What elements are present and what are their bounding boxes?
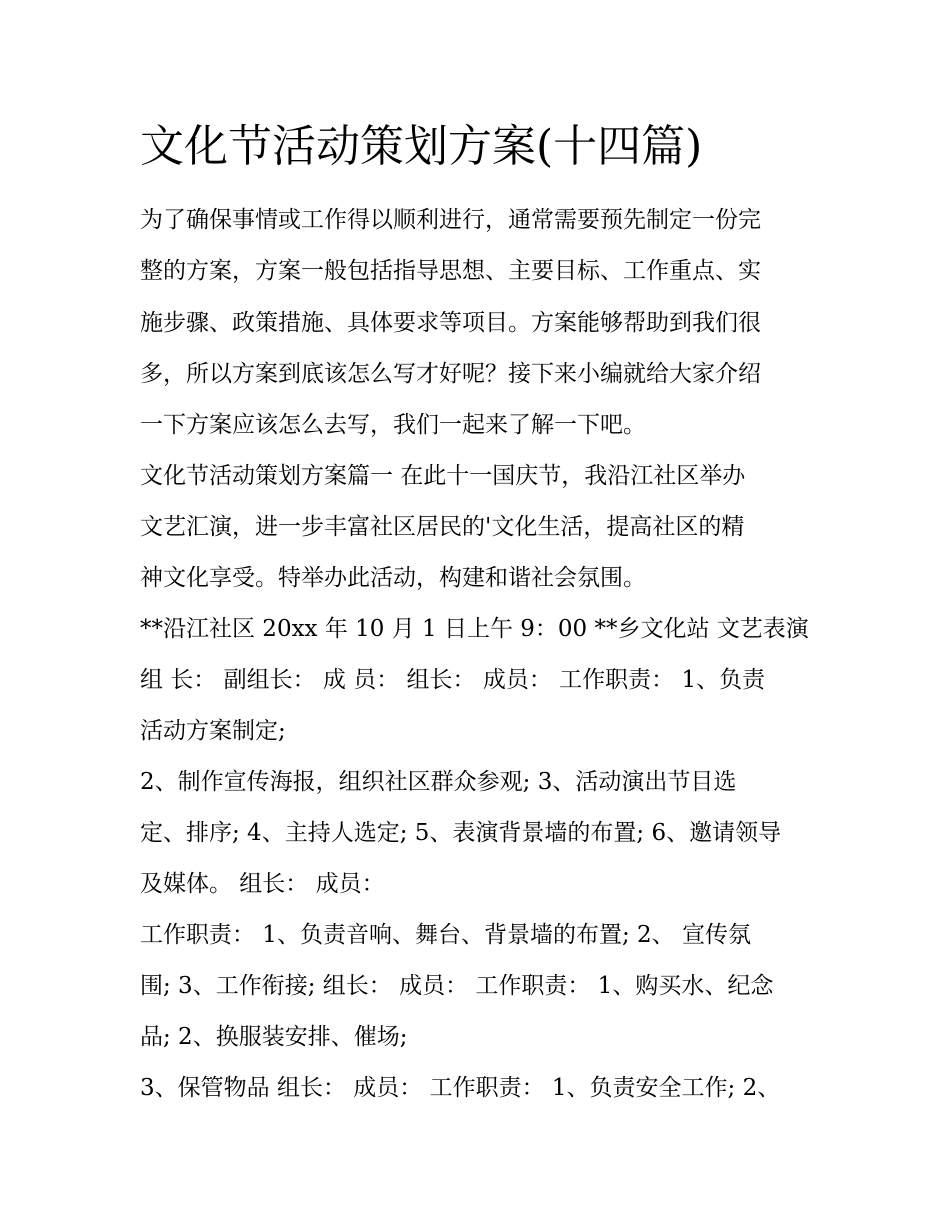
- body-line: 文艺汇演，进一步丰富社区居民的'文化生活，提高社区的精: [140, 514, 745, 540]
- body-line: **沿江社区 20xx 年 10 月 1 日上午 9：00 **乡文化站 文艺表演: [140, 616, 809, 642]
- body-line: 一下方案应该怎么去写，我们一起来了解一下吧。: [140, 412, 646, 438]
- body-line: 文化节活动策划方案篇一 在此十一国庆节，我沿江社区举办: [140, 463, 746, 489]
- body-line: 施步骤、政策措施、具体要求等项目。方案能够帮助到我们很: [140, 310, 761, 336]
- document-title: 文化节活动策划方案(十四篇): [140, 121, 703, 172]
- body-line: 活动方案制定;: [140, 718, 286, 744]
- body-line: 及媒体。 组长： 成员：: [140, 871, 385, 897]
- body-line: 多，所以方案到底该怎么写才好呢？接下来小编就给大家介绍: [140, 361, 761, 387]
- body-line: 定、排序; 4、主持人选定; 5、表演背景墙的布置; 6、邀请领导: [140, 820, 782, 846]
- body-line: 整的方案，方案一般包括指导思想、主要目标、工作重点、实: [140, 258, 761, 284]
- body-line: 品; 2、换服装安排、催场;: [140, 1024, 408, 1050]
- body-line: 工作职责： 1、负责音响、舞台、背景墙的布置; 2、 宣传氛: [140, 922, 751, 948]
- body-line: 围; 3、工作衔接; 组长： 成员： 工作职责： 1、购买水、纪念: [140, 973, 774, 999]
- body-line: 为了确保事情或工作得以顺利进行，通常需要预先制定一份完: [140, 207, 761, 233]
- body-line: 神文化享受。特举办此活动，构建和谐社会氛围。: [140, 565, 646, 591]
- body-line: 2、制作宣传海报，组织社区群众参观; 3、活动演出节目选: [140, 769, 737, 795]
- body-line: 3、保管物品 组长： 成员： 工作职责： 1、负责安全工作; 2、: [140, 1075, 781, 1101]
- body-line: 组 长： 副组长： 成 员： 组长： 成员： 工作职责： 1、负责: [140, 667, 766, 693]
